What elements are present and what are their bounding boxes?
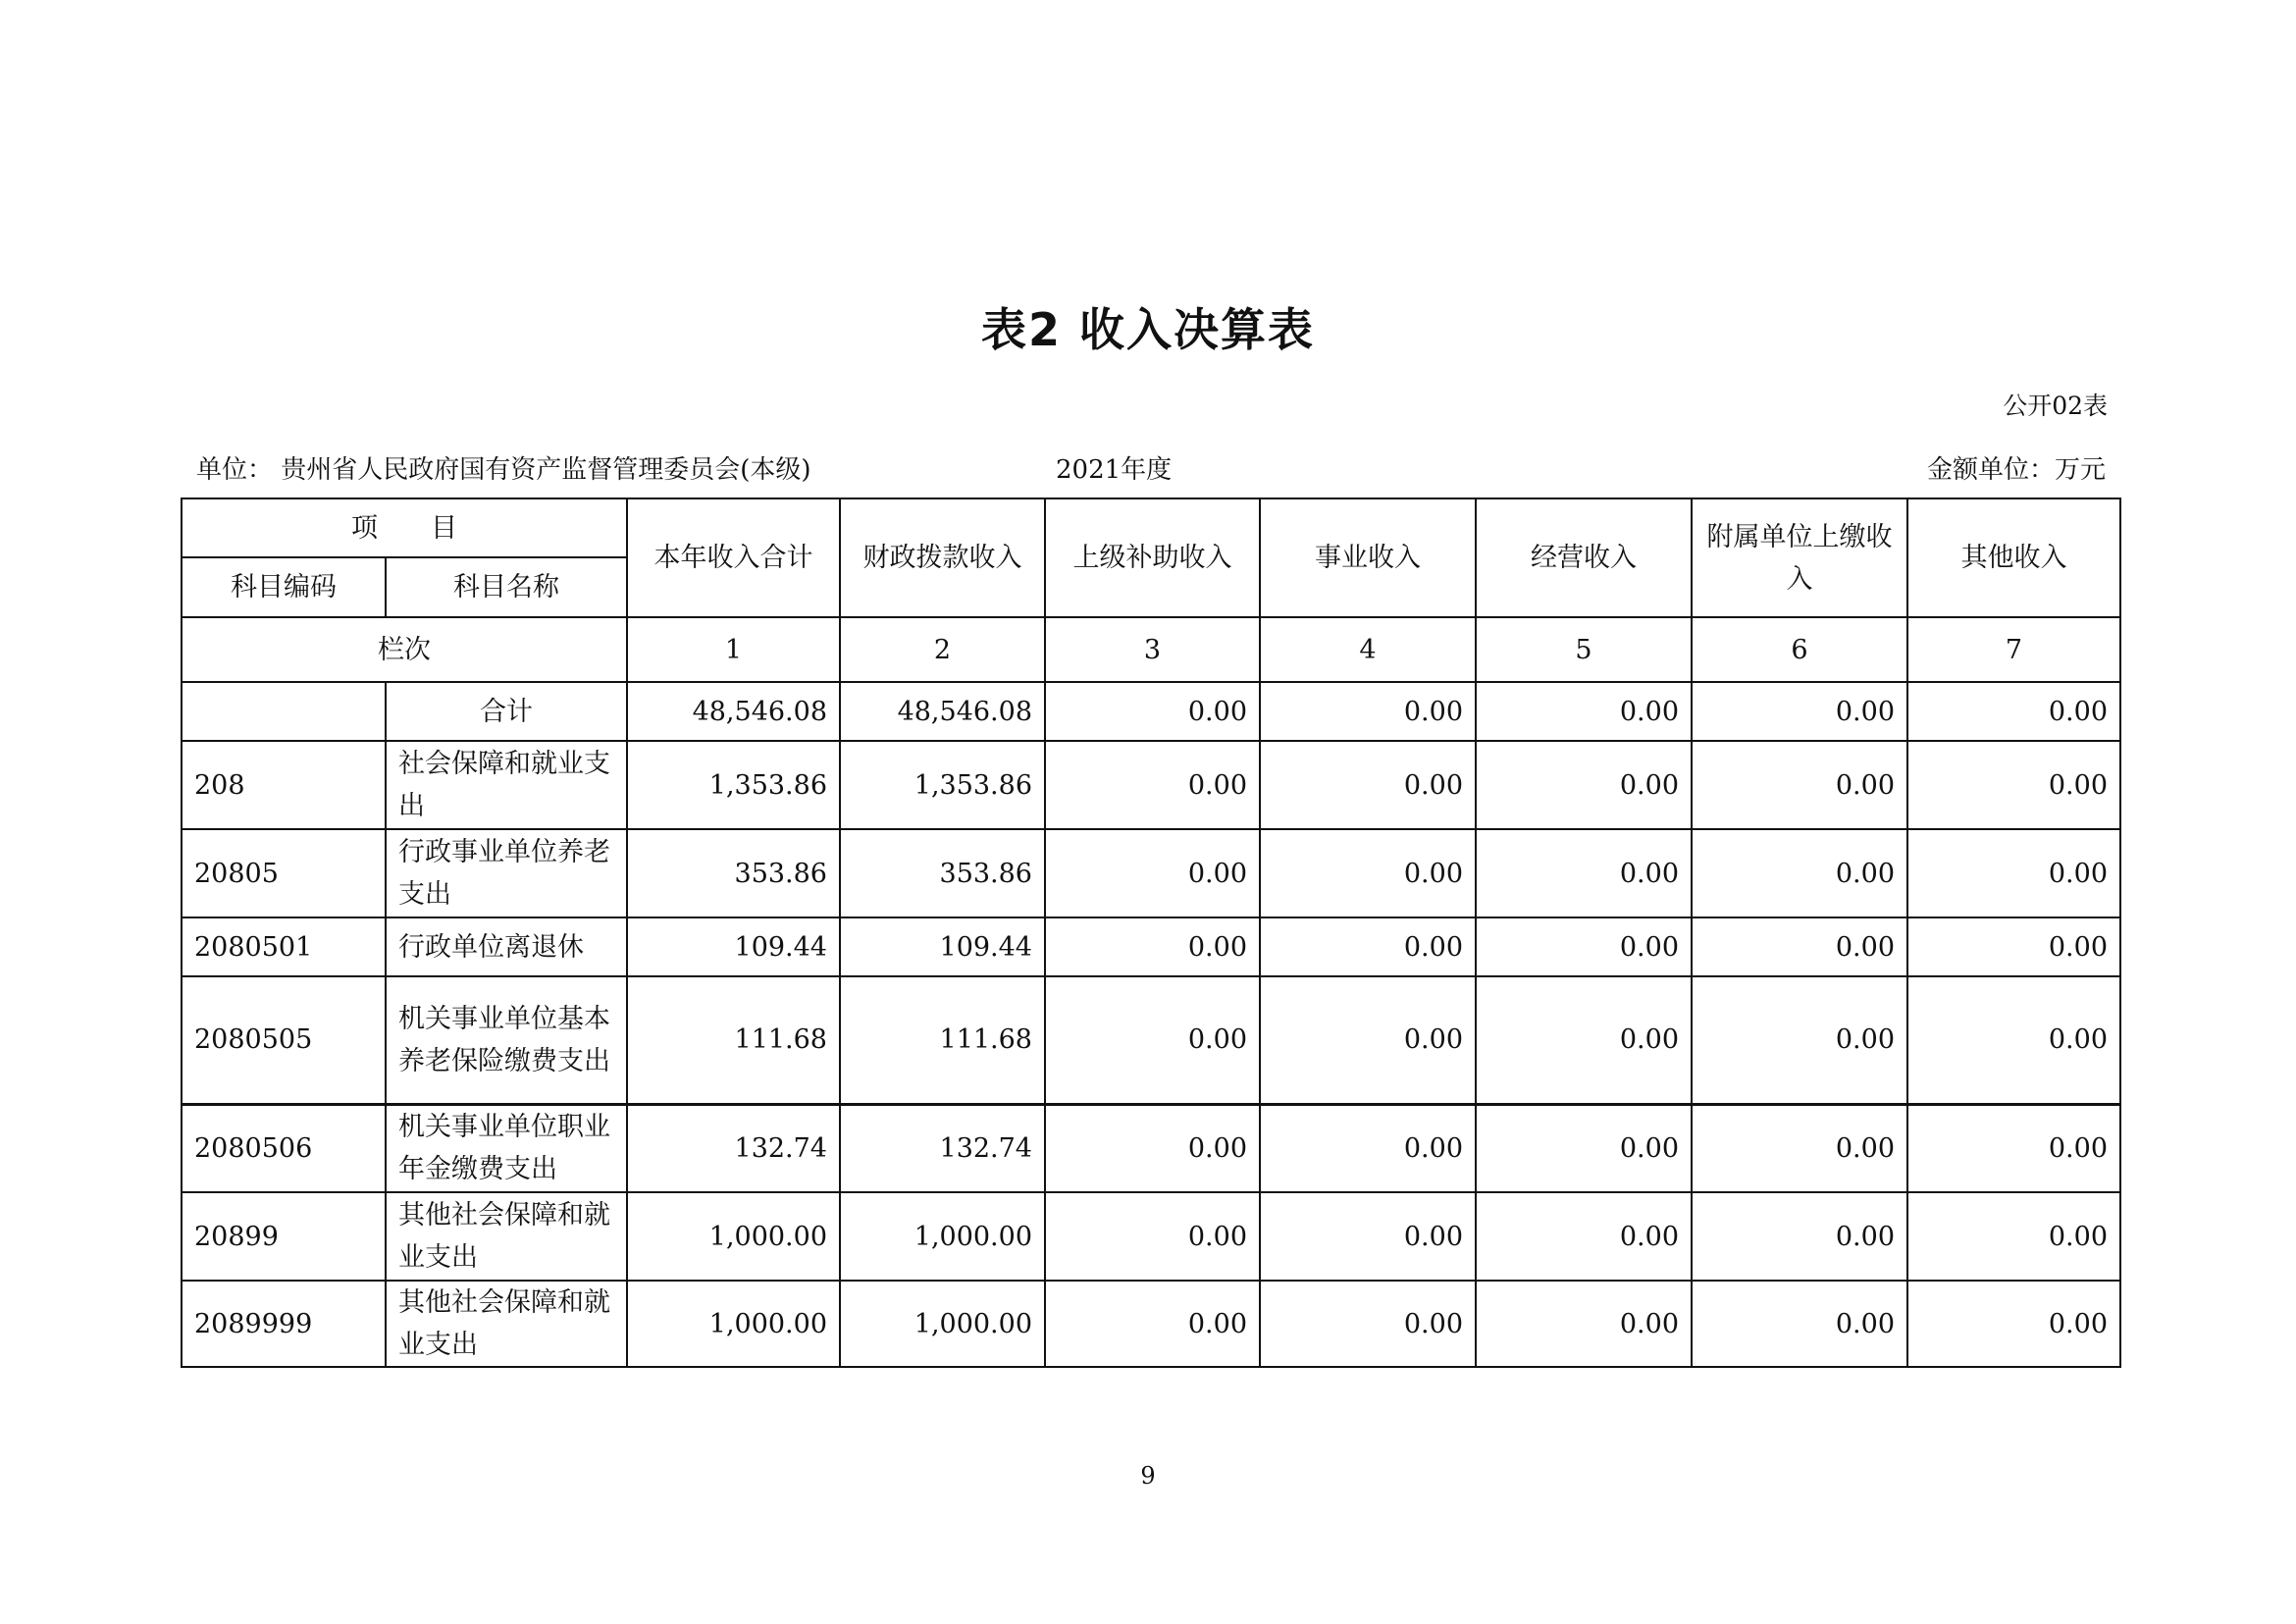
row-name: 行政事业单位养老支出 [386, 829, 627, 917]
row-name: 社会保障和就业支出 [386, 741, 627, 829]
row-value-col-5: 0.00 [1476, 829, 1692, 917]
row-value-col-6: 0.00 [1692, 1281, 1907, 1367]
row-value-col-2: 353.86 [840, 829, 1045, 917]
row-value-col-3: 0.00 [1045, 1192, 1260, 1281]
row-value-col-4: 0.00 [1260, 1192, 1476, 1281]
column-index-4: 4 [1260, 617, 1476, 682]
row-name: 其他社会保障和就业支出 [386, 1192, 627, 1281]
row-value-col-3: 0.00 [1045, 829, 1260, 917]
row-value-col-6: 0.00 [1692, 682, 1907, 741]
row-code: 20899 [182, 1192, 386, 1281]
page-title: 表2 收入决算表 [980, 303, 1316, 356]
row-code: 2080506 [182, 1104, 386, 1192]
column-index-label: 栏次 [182, 617, 627, 682]
row-value-col-2: 132.74 [840, 1104, 1045, 1192]
row-value-col-5: 0.00 [1476, 1281, 1692, 1367]
row-value-col-3: 0.00 [1045, 917, 1260, 976]
row-name: 其他社会保障和就业支出 [386, 1281, 627, 1367]
header-name: 科目名称 [386, 557, 627, 617]
row-code: 2080505 [182, 976, 386, 1104]
column-index-6: 6 [1692, 617, 1907, 682]
header-col-3: 上级补助收入 [1045, 498, 1260, 617]
row-value-col-3: 0.00 [1045, 1104, 1260, 1192]
column-index-3: 3 [1045, 617, 1260, 682]
row-value-col-4: 0.00 [1260, 741, 1476, 829]
header-col-7: 其他收入 [1907, 498, 2120, 617]
row-value-col-4: 0.00 [1260, 682, 1476, 741]
row-value-col-6: 0.00 [1692, 1192, 1907, 1281]
row-value-col-5: 0.00 [1476, 1192, 1692, 1281]
row-value-col-6: 0.00 [1692, 1104, 1907, 1192]
row-value-col-5: 0.00 [1476, 682, 1692, 741]
row-value-col-7: 0.00 [1907, 682, 2120, 741]
row-value-col-2: 109.44 [840, 917, 1045, 976]
header-col-6: 附属单位上缴收入 [1692, 498, 1907, 617]
row-value-col-6: 0.00 [1692, 829, 1907, 917]
row-value-col-5: 0.00 [1476, 976, 1692, 1104]
row-value-col-4: 0.00 [1260, 1281, 1476, 1367]
row-value-col-3: 0.00 [1045, 682, 1260, 741]
row-value-col-5: 0.00 [1476, 917, 1692, 976]
table-row [182, 1281, 2120, 1367]
table-row [182, 741, 2120, 829]
row-value-col-5: 0.00 [1476, 741, 1692, 829]
row-value-col-6: 0.00 [1692, 976, 1907, 1104]
row-name: 合计 [386, 682, 627, 741]
row-code: 20805 [182, 829, 386, 917]
row-value-col-2: 1,000.00 [840, 1281, 1045, 1367]
row-value-col-1: 111.68 [627, 976, 840, 1104]
row-value-col-7: 0.00 [1907, 1104, 2120, 1192]
row-code: 2089999 [182, 1281, 386, 1367]
row-value-col-7: 0.00 [1907, 976, 2120, 1104]
fiscal-year: 2021年度 [1056, 455, 1173, 485]
column-index-7: 7 [1907, 617, 2120, 682]
row-code: 208 [182, 741, 386, 829]
table-row [182, 682, 2120, 741]
form-number: 公开02表 [2003, 392, 2108, 420]
row-value-col-5: 0.00 [1476, 1104, 1692, 1192]
table-row [182, 976, 2120, 1104]
row-value-col-6: 0.00 [1692, 741, 1907, 829]
header-col-2: 财政拨款收入 [840, 498, 1045, 617]
row-value-col-4: 0.00 [1260, 976, 1476, 1104]
row-value-col-2: 1,000.00 [840, 1192, 1045, 1281]
row-value-col-3: 0.00 [1045, 976, 1260, 1104]
row-value-col-2: 1,353.86 [840, 741, 1045, 829]
header-col-5: 经营收入 [1476, 498, 1692, 617]
income-statement-table [181, 498, 2121, 1368]
row-value-col-7: 0.00 [1907, 917, 2120, 976]
table-row [182, 829, 2120, 917]
row-name: 机关事业单位基本养老保险缴费支出 [386, 976, 627, 1104]
table-row [182, 917, 2120, 976]
column-index-2: 2 [840, 617, 1045, 682]
header-col-4: 事业收入 [1260, 498, 1476, 617]
row-value-col-1: 1,000.00 [627, 1281, 840, 1367]
row-value-col-3: 0.00 [1045, 1281, 1260, 1367]
reporting-unit: 单位： 贵州省人民政府国有资产监督管理委员会(本级) [196, 455, 811, 485]
row-value-col-1: 1,353.86 [627, 741, 840, 829]
table-row [182, 1104, 2120, 1192]
row-value-col-1: 132.74 [627, 1104, 840, 1192]
page-number: 9 [1140, 1462, 1156, 1490]
table-row [182, 1192, 2120, 1281]
row-value-col-7: 0.00 [1907, 829, 2120, 917]
currency-unit: 金额单位：万元 [1926, 455, 2106, 485]
row-code: 2080501 [182, 917, 386, 976]
row-name: 行政单位离退休 [386, 917, 627, 976]
row-value-col-2: 48,546.08 [840, 682, 1045, 741]
header-code: 科目编码 [182, 557, 386, 617]
row-value-col-2: 111.68 [840, 976, 1045, 1104]
row-value-col-1: 353.86 [627, 829, 840, 917]
header-col-1: 本年收入合计 [627, 498, 840, 617]
row-name: 机关事业单位职业年金缴费支出 [386, 1104, 627, 1192]
row-value-col-7: 0.00 [1907, 1281, 2120, 1367]
column-index-1: 1 [627, 617, 840, 682]
row-value-col-7: 0.00 [1907, 1192, 2120, 1281]
row-value-col-6: 0.00 [1692, 917, 1907, 976]
header-item: 项 目 [182, 498, 627, 557]
row-value-col-1: 1,000.00 [627, 1192, 840, 1281]
row-value-col-4: 0.00 [1260, 917, 1476, 976]
row-code [182, 682, 386, 741]
row-value-col-3: 0.00 [1045, 741, 1260, 829]
row-value-col-4: 0.00 [1260, 1104, 1476, 1192]
row-value-col-1: 48,546.08 [627, 682, 840, 741]
row-value-col-7: 0.00 [1907, 741, 2120, 829]
row-value-col-4: 0.00 [1260, 829, 1476, 917]
row-value-col-1: 109.44 [627, 917, 840, 976]
column-index-5: 5 [1476, 617, 1692, 682]
